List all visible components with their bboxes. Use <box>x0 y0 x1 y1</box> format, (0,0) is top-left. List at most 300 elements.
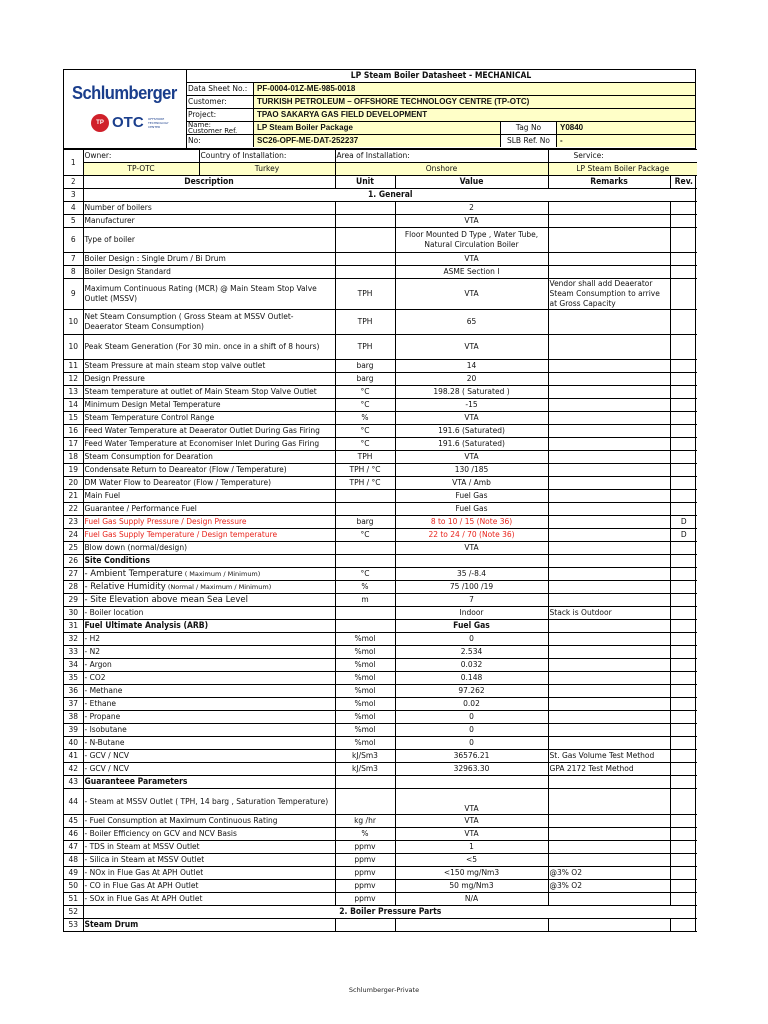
remarks-cell <box>548 529 670 542</box>
rev-cell <box>670 399 697 412</box>
row-number: 6 <box>64 228 83 253</box>
value-cell: 0.148 <box>395 672 548 685</box>
rev-cell <box>670 607 697 620</box>
remarks-cell <box>548 737 670 750</box>
row-number: 23 <box>64 516 83 529</box>
row-number: 5 <box>64 215 83 228</box>
remarks-cell <box>548 399 670 412</box>
description-cell: - Boiler Efficiency on GCV and NCV Basis <box>83 828 335 841</box>
rev-cell <box>670 711 697 724</box>
ref-row: No: SC26-OPF-ME-DAT-252237 SLB Ref. No - <box>187 135 695 148</box>
value-cell: N/A <box>395 893 548 906</box>
value-cell: Floor Mounted D Type , Water Tube, Natural Circulation Boiler <box>395 228 548 253</box>
unit-cell: %mol <box>335 659 395 672</box>
row-number: 51 <box>64 893 83 906</box>
row-number: 37 <box>64 698 83 711</box>
remarks-cell <box>548 477 670 490</box>
rev-header: Rev. <box>670 176 697 189</box>
table-row <box>64 724 697 737</box>
unit-cell: TPH <box>335 279 395 310</box>
row-number: 34 <box>64 659 83 672</box>
description-cell: Condensate Return to Deareator (Flow / Temperature) <box>83 464 335 477</box>
value-cell: 65 <box>395 310 548 335</box>
country-value: Turkey <box>199 163 335 176</box>
value-cell: 191.6 (Saturated) <box>395 425 548 438</box>
section-heading: Site Conditions <box>83 555 335 568</box>
remarks-cell: Vendor shall add Deaerator Steam Consumption to arrive at Gross Capacity <box>548 279 670 310</box>
value-cell: 130 /185 <box>395 464 548 477</box>
remarks-cell <box>548 815 670 828</box>
description-cell: - N-Butane <box>83 737 335 750</box>
remarks-cell <box>548 451 670 464</box>
rev-cell <box>670 659 697 672</box>
description-cell: Feed Water Temperature at Deaerator Outlet During Gas Firing <box>83 425 335 438</box>
row-number: 16 <box>64 425 83 438</box>
table-row <box>64 542 697 555</box>
row-number: 28 <box>64 581 83 594</box>
value-cell: VTA <box>395 789 548 815</box>
value-cell: 0 <box>395 737 548 750</box>
description-cell: - Relative Humidity (Normal / Maximum / Minimum) <box>83 581 335 594</box>
remarks-cell <box>548 698 670 711</box>
table-row <box>64 620 697 633</box>
unit-cell: °C <box>335 386 395 399</box>
description-cell: - CO2 <box>83 672 335 685</box>
table-row <box>64 310 697 335</box>
unit-cell <box>335 607 395 620</box>
value-cell: VTA <box>395 253 548 266</box>
rev-cell <box>670 685 697 698</box>
description-cell: Boiler Design Standard <box>83 266 335 279</box>
slb-ref-number: - <box>557 135 695 147</box>
row-number: 39 <box>64 724 83 737</box>
description-cell: Manufacturer <box>83 215 335 228</box>
value-cell: VTA <box>395 815 548 828</box>
description-cell: - Argon <box>83 659 335 672</box>
unit-cell: TPH / °C <box>335 464 395 477</box>
data-sheet-number: PF-0004-01Z-ME-985-0018 <box>254 83 695 95</box>
value-cell: VTA / Amb <box>395 477 548 490</box>
row-number: 43 <box>64 776 83 789</box>
description-cell: - N2 <box>83 646 335 659</box>
unit-cell: °C <box>335 425 395 438</box>
value-cell: 198.28 ( Saturated ) <box>395 386 548 399</box>
unit-cell: TPH <box>335 335 395 360</box>
service-value: LP Steam Boiler Package <box>548 163 697 176</box>
value-cell: 97.262 <box>395 685 548 698</box>
description-cell: Fuel Gas Supply Temperature / Design temperature <box>83 529 335 542</box>
section-heading: Fuel Ultimate Analysis (ARB) <box>83 620 335 633</box>
unit-cell: ppmv <box>335 867 395 880</box>
unit-cell: °C <box>335 438 395 451</box>
rev-cell <box>670 568 697 581</box>
rev-cell <box>670 672 697 685</box>
description-cell: - NOx in Flue Gas At APH Outlet <box>83 867 335 880</box>
value-cell: Indoor <box>395 607 548 620</box>
value-cell: 14 <box>395 360 548 373</box>
row-number: 19 <box>64 464 83 477</box>
description-cell: Boiler Design : Single Drum / Bi Drum <box>83 253 335 266</box>
remarks-cell <box>548 594 670 607</box>
section-title: 1. General <box>83 189 697 202</box>
table-row <box>64 607 697 620</box>
description-cell: - H2 <box>83 633 335 646</box>
value-cell: VTA <box>395 828 548 841</box>
row-number: 53 <box>64 919 83 932</box>
table-row <box>64 412 697 425</box>
rev-cell <box>670 633 697 646</box>
value-cell: 2.534 <box>395 646 548 659</box>
owner-value-row <box>64 163 697 176</box>
description-cell: - Steam at MSSV Outlet ( TPH, 14 barg , Saturation Temperature) <box>83 789 335 815</box>
value-cell: 20 <box>395 373 548 386</box>
description-cell: - Fuel Consumption at Maximum Continuous Rating <box>83 815 335 828</box>
customer-ref-number: SC26-OPF-ME-DAT-252237 <box>254 135 500 147</box>
datasheet-header <box>64 69 695 149</box>
remarks-cell <box>548 228 670 253</box>
value-cell: VTA <box>395 451 548 464</box>
unit-cell: TPH <box>335 451 395 464</box>
value-cell: VTA <box>395 279 548 310</box>
table-row <box>64 659 697 672</box>
table-row <box>64 386 697 399</box>
remarks-cell <box>548 685 670 698</box>
value-cell: 191.6 (Saturated) <box>395 438 548 451</box>
datasheet-table <box>64 149 697 932</box>
row-number: 24 <box>64 529 83 542</box>
unit-cell <box>335 202 395 215</box>
row-number: 48 <box>64 854 83 867</box>
package-name: LP Steam Boiler Package <box>254 122 500 134</box>
value-cell: 2 <box>395 202 548 215</box>
value-cell: 22 to 24 / 70 (Note 36) <box>395 529 548 542</box>
logo-box <box>64 70 187 150</box>
unit-cell <box>335 490 395 503</box>
row-number: 8 <box>64 266 83 279</box>
description-cell: - Boiler location <box>83 607 335 620</box>
unit-cell <box>335 542 395 555</box>
row-number: 9 <box>64 279 83 310</box>
remarks-cell <box>548 202 670 215</box>
rev-cell <box>670 698 697 711</box>
remarks-cell: GPA 2172 Test Method <box>548 763 670 776</box>
row-number: 7 <box>64 253 83 266</box>
rev-cell <box>670 360 697 373</box>
remarks-cell <box>548 646 670 659</box>
table-row <box>64 215 697 228</box>
remarks-cell <box>548 266 670 279</box>
description-cell: - SOx in Flue Gas At APH Outlet <box>83 893 335 906</box>
unit-cell: TPH / °C <box>335 477 395 490</box>
table-row <box>64 789 697 815</box>
unit-cell: % <box>335 828 395 841</box>
project-value: TPAO SAKARYA GAS FIELD DEVELOPMENT <box>254 109 695 121</box>
row-number: 52 <box>64 906 83 919</box>
row-number: 26 <box>64 555 83 568</box>
row-number: 22 <box>64 503 83 516</box>
unit-cell: kg /hr <box>335 815 395 828</box>
table-row <box>64 854 697 867</box>
description-cell: Number of boilers <box>83 202 335 215</box>
table-row <box>64 685 697 698</box>
rev-cell <box>670 386 697 399</box>
remarks-cell: @3% O2 <box>548 867 670 880</box>
description-cell: - GCV / NCV <box>83 750 335 763</box>
description-cell: - GCV / NCV <box>83 763 335 776</box>
rev-cell <box>670 228 697 253</box>
description-cell: DM Water Flow to Deareator (Flow / Temperature) <box>83 477 335 490</box>
remarks-cell <box>548 516 670 529</box>
table-row <box>64 279 697 310</box>
unit-cell: °C <box>335 529 395 542</box>
table-row <box>64 646 697 659</box>
value-cell: 50 mg/Nm3 <box>395 880 548 893</box>
table-row <box>64 189 697 202</box>
remarks-cell <box>548 581 670 594</box>
remarks-cell <box>548 841 670 854</box>
value-cell: -15 <box>395 399 548 412</box>
section-heading: Guaranteee Parameters <box>83 776 335 789</box>
rev-cell <box>670 594 697 607</box>
table-row <box>64 438 697 451</box>
row-number: 30 <box>64 607 83 620</box>
table-row <box>64 477 697 490</box>
remarks-cell <box>548 335 670 360</box>
table-row <box>64 399 697 412</box>
description-cell: - Site Elevation above mean Sea Level <box>83 594 335 607</box>
rev-cell <box>670 373 697 386</box>
unit-cell: °C <box>335 399 395 412</box>
datasheet <box>63 69 696 932</box>
value-cell: 32963.30 <box>395 763 548 776</box>
rev-cell <box>670 425 697 438</box>
remarks-cell: @3% O2 <box>548 880 670 893</box>
unit-cell <box>335 228 395 253</box>
description-cell: Main Fuel <box>83 490 335 503</box>
table-row <box>64 763 697 776</box>
footer-classification: Schlumberger-Private <box>348 986 420 994</box>
row-number: 25 <box>64 542 83 555</box>
rev-cell <box>670 464 697 477</box>
description-cell: - Propane <box>83 711 335 724</box>
remarks-cell: St. Gas Volume Test Method <box>548 750 670 763</box>
table-row <box>64 360 697 373</box>
row-number: 15 <box>64 412 83 425</box>
description-cell: - TDS in Steam at MSSV Outlet <box>83 841 335 854</box>
row-number: 31 <box>64 620 83 633</box>
unit-cell: %mol <box>335 633 395 646</box>
unit-cell: ppmv <box>335 854 395 867</box>
unit-cell <box>335 215 395 228</box>
description-cell: Maximum Continuous Rating (MCR) @ Main Steam Stop Valve Outlet (MSSV) <box>83 279 335 310</box>
description-cell: - Silica in Steam at MSSV Outlet <box>83 854 335 867</box>
value-cell <box>395 776 548 789</box>
section-title: 2. Boiler Pressure Parts <box>83 906 697 919</box>
table-row <box>64 425 697 438</box>
remarks-cell <box>548 490 670 503</box>
rev-cell <box>670 279 697 310</box>
description-header: Description <box>83 176 335 189</box>
rev-cell <box>670 310 697 335</box>
unit-cell: m <box>335 594 395 607</box>
value-cell: 7 <box>395 594 548 607</box>
remarks-cell <box>548 310 670 335</box>
description-cell: Blow down (normal/design) <box>83 542 335 555</box>
table-row <box>64 815 697 828</box>
value-cell: <150 mg/Nm3 <box>395 867 548 880</box>
unit-cell: %mol <box>335 711 395 724</box>
unit-cell <box>335 503 395 516</box>
unit-cell: %mol <box>335 685 395 698</box>
description-cell: Steam Consumption for Dearation <box>83 451 335 464</box>
row-number: 29 <box>64 594 83 607</box>
table-row <box>64 919 697 932</box>
rev-cell <box>670 880 697 893</box>
table-row <box>64 503 697 516</box>
table-row <box>64 555 697 568</box>
rev-cell <box>670 253 697 266</box>
table-row <box>64 373 697 386</box>
row-number: 44 <box>64 789 83 815</box>
value-cell: 0.032 <box>395 659 548 672</box>
unit-cell <box>335 253 395 266</box>
row-number: 49 <box>64 867 83 880</box>
remarks-cell <box>548 633 670 646</box>
rev-cell <box>670 490 697 503</box>
remarks-cell <box>548 672 670 685</box>
tp-badge-icon: TP <box>91 114 109 132</box>
rev-cell <box>670 867 697 880</box>
unit-cell: %mol <box>335 737 395 750</box>
remarks-cell <box>548 542 670 555</box>
rev-cell <box>670 215 697 228</box>
remarks-cell <box>548 438 670 451</box>
value-cell: 75 /100 /19 <box>395 581 548 594</box>
rev-cell <box>670 724 697 737</box>
description-cell: Minimum Design Metal Temperature <box>83 399 335 412</box>
row-number: 20 <box>64 477 83 490</box>
remarks-cell <box>548 412 670 425</box>
unit-cell: barg <box>335 516 395 529</box>
rev-cell <box>670 763 697 776</box>
table-row <box>64 529 697 542</box>
row-number: 36 <box>64 685 83 698</box>
rev-cell <box>670 828 697 841</box>
row-number: 13 <box>64 386 83 399</box>
unit-cell: % <box>335 412 395 425</box>
table-row <box>64 906 697 919</box>
value-cell: VTA <box>395 412 548 425</box>
unit-cell: ppmv <box>335 841 395 854</box>
remarks-cell <box>548 464 670 477</box>
table-row <box>64 253 697 266</box>
row-number: 12 <box>64 373 83 386</box>
unit-cell: %mol <box>335 724 395 737</box>
rev-cell <box>670 503 697 516</box>
value-cell <box>395 919 548 932</box>
table-row <box>64 568 697 581</box>
description-cell: Peak Steam Generation (For 30 min. once in a shift of 8 hours) <box>83 335 335 360</box>
table-row <box>64 711 697 724</box>
description-cell: Steam Pressure at main steam stop valve outlet <box>83 360 335 373</box>
section-heading: Steam Drum <box>83 919 335 932</box>
table-row <box>64 335 697 360</box>
rev-cell <box>670 737 697 750</box>
unit-header: Unit <box>335 176 395 189</box>
value-cell <box>395 555 548 568</box>
description-cell: - CO in Flue Gas At APH Outlet <box>83 880 335 893</box>
value-cell: Fuel Gas <box>395 490 548 503</box>
remarks-cell <box>548 893 670 906</box>
value-cell: Fuel Gas <box>395 503 548 516</box>
value-cell: VTA <box>395 542 548 555</box>
column-header-row: 2 Description Unit Value Remarks Rev. <box>64 176 697 189</box>
table-row <box>64 228 697 253</box>
unit-cell: °C <box>335 568 395 581</box>
unit-cell: TPH <box>335 310 395 335</box>
value-cell: 8 to 10 / 15 (Note 36) <box>395 516 548 529</box>
remarks-cell <box>548 373 670 386</box>
row-number: 18 <box>64 451 83 464</box>
table-row <box>64 451 697 464</box>
row-number: 50 <box>64 880 83 893</box>
value-cell: ASME Section I <box>395 266 548 279</box>
value-cell: VTA <box>395 215 548 228</box>
description-cell: Guarantee / Performance Fuel <box>83 503 335 516</box>
remarks-cell <box>548 503 670 516</box>
data-sheet-row: Data Sheet No.: PF-0004-01Z-ME-985-0018 <box>187 83 695 96</box>
owner-label-row: 1 Owner: Country of Installation: Area of Installation: Service: <box>64 150 697 163</box>
value-cell: 0 <box>395 711 548 724</box>
table-row <box>64 867 697 880</box>
row-number: 17 <box>64 438 83 451</box>
rev-cell <box>670 477 697 490</box>
description-cell: - Isobutane <box>83 724 335 737</box>
unit-cell: ppmv <box>335 893 395 906</box>
value-cell: 35 /-8.4 <box>395 568 548 581</box>
description-cell: Design Pressure <box>83 373 335 386</box>
unit-cell: %mol <box>335 698 395 711</box>
rev-cell <box>670 750 697 763</box>
row-number: 45 <box>64 815 83 828</box>
remarks-cell <box>548 360 670 373</box>
table-row <box>64 202 697 215</box>
unit-cell <box>335 266 395 279</box>
row-number: 33 <box>64 646 83 659</box>
remarks-cell <box>548 854 670 867</box>
unit-cell: kJ/Sm3 <box>335 750 395 763</box>
unit-cell: kJ/Sm3 <box>335 763 395 776</box>
unit-cell: ppmv <box>335 880 395 893</box>
table-row <box>64 750 697 763</box>
value-cell: 1 <box>395 841 548 854</box>
remarks-cell <box>548 386 670 399</box>
row-number: 35 <box>64 672 83 685</box>
otc-logo: TP OTC OFFSHORE TECHNOLOGY CENTER <box>91 114 171 136</box>
row-number: 10 <box>64 335 83 360</box>
rev-cell <box>670 841 697 854</box>
value-cell: 0.02 <box>395 698 548 711</box>
row-number: 42 <box>64 763 83 776</box>
rev-cell: D <box>670 529 697 542</box>
table-row <box>64 581 697 594</box>
row-number: 32 <box>64 633 83 646</box>
row-number: 4 <box>64 202 83 215</box>
row-number: 14 <box>64 399 83 412</box>
table-row <box>64 841 697 854</box>
row-number: 10 <box>64 310 83 335</box>
rev-cell <box>670 893 697 906</box>
